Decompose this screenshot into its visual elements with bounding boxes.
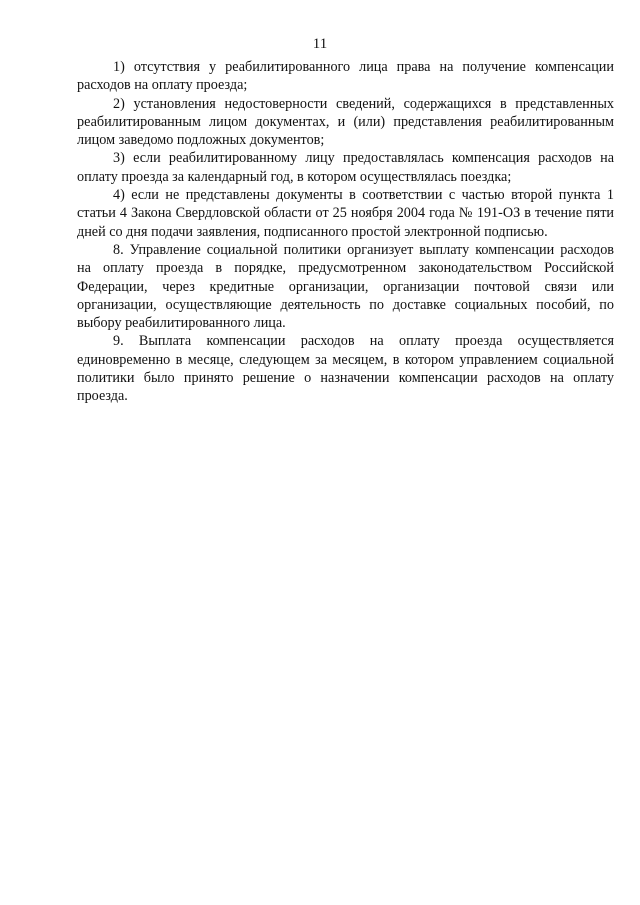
paragraph-clause-8: 8. Управление социальной политики организует выплату компенсации расходов на оплату проезда в порядке, предусмотренном законодательством Российской Федерации, через кредитные организации, организации почтовой связи или организации, осуществляющие деятельность по доставке социальных пособий, по выбору реабилитированного лица. (77, 241, 614, 332)
paragraph-item-4: 4) если не представлены документы в соответствии с частью второй пункта 1 статьи 4 Закона Свердловской области от 25 ноября 2004 года № 191-ОЗ в течение пяти дней со дня подачи заявления, подписанного простой электронной подписью. (77, 187, 614, 240)
paragraph-item-1: 1) отсутствия у реабилитированного лица права на получение компенсации расходов на оплату проезда; (77, 59, 614, 94)
paragraph-clause-9: 9. Выплата компенсации расходов на оплату проезда осуществляется единовременно в месяце, следующем за месяцем, в котором управлением социальной политики было принято решение о назначении компенсации расходов на оплату проезда. (77, 333, 614, 405)
paragraph-item-3: 3) если реабилитированному лицу предоставлялась компенсация расходов на оплату проезда за календарный год, в котором осуществлялась поездка; (77, 150, 614, 185)
document-body (77, 58, 614, 406)
page-number: 11 (312, 36, 328, 52)
paragraph-item-2: 2) установления недостоверности сведений, содержащихся в представленных реабилитированным лицом документах, и (или) представления реабилитированным лицом заведомо подложных документов; (77, 95, 614, 149)
